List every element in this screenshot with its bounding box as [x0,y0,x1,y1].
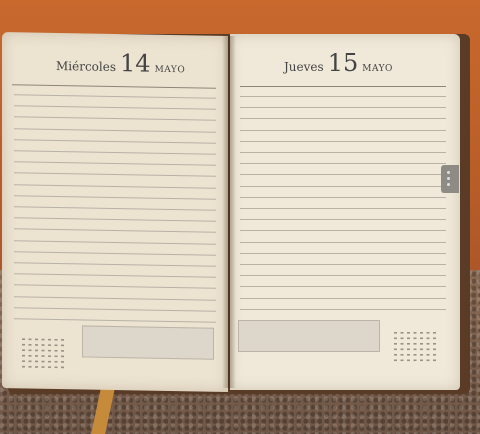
right-notes-box [238,320,380,352]
calendar-day-mark [420,354,423,356]
calendar-day-mark [394,338,397,340]
right-month: MAYO [362,64,393,74]
calendar-day-mark [42,361,45,363]
ruled-line [14,128,216,133]
calendar-day-mark [61,350,64,352]
calendar-day-mark [401,360,404,362]
calendar-day-mark [427,338,430,340]
ruled-line [240,264,446,265]
calendar-day-mark [420,349,423,351]
left-notes-box [82,325,214,359]
left-ruled-lines [14,94,216,358]
ruled-line [14,285,216,290]
calendar-day-mark [401,332,404,334]
calendar-day-mark [394,360,397,362]
calendar-day-mark [42,350,45,352]
tab-dot-icon [447,177,450,180]
calendar-day-mark [35,339,38,341]
calendar-day-mark [29,366,32,368]
right-day-name: Jueves [284,60,324,74]
calendar-day-mark [433,354,436,356]
calendar-day-mark [29,344,32,346]
calendar-day-mark [401,343,404,345]
calendar-day-mark [427,332,430,334]
calendar-day-mark [433,360,436,362]
left-mini-calendar [20,332,70,373]
ruled-line [240,230,446,231]
ruled-line [14,161,216,166]
calendar-day-mark [427,360,430,362]
calendar-day-mark [401,349,404,351]
calendar-day-mark [55,339,58,341]
calendar-day-mark [407,332,410,334]
calendar-day-mark [407,338,410,340]
calendar-day-mark [29,338,32,340]
calendar-day-mark [401,354,404,356]
calendar-day-mark [61,345,64,347]
ruled-line [14,184,216,189]
calendar-day-mark [42,344,45,346]
calendar-day-mark [55,350,58,352]
calendar-day-mark [414,338,417,340]
ruled-line [14,195,216,200]
calendar-day-mark [22,349,25,351]
ruled-line [14,117,216,122]
left-page [2,32,228,392]
calendar-day-mark [35,361,38,363]
ruled-line [14,206,216,211]
calendar-day-mark [42,366,45,368]
calendar-day-mark [29,349,32,351]
ruled-line [14,273,216,278]
ruled-line [14,229,216,234]
calendar-day-mark [22,360,25,362]
calendar-day-mark [22,338,25,340]
calendar-day-mark [414,343,417,345]
ruled-line [240,141,446,142]
ruled-line [14,240,216,245]
calendar-day-mark [42,355,45,357]
right-page [230,34,460,390]
calendar-day-mark [35,350,38,352]
calendar-day-mark [22,366,25,368]
ruled-line [14,296,216,301]
calendar-day-mark [55,361,58,363]
ruled-line [14,94,216,99]
calendar-day-mark [22,344,25,346]
tab-dot-icon [447,183,450,186]
ruled-line [240,130,446,131]
calendar-day-mark [35,355,38,357]
calendar-day-mark [394,349,397,351]
calendar-day-mark [407,360,410,362]
ruled-line [240,253,446,254]
left-header-rule [12,84,216,89]
ruled-line [14,262,216,267]
ruled-line [14,318,216,323]
ruled-line [240,163,446,164]
ruled-line [240,286,446,287]
calendar-day-mark [433,338,436,340]
ruled-line [240,118,446,119]
calendar-day-mark [29,355,32,357]
ruled-line [240,174,446,175]
calendar-day-mark [55,355,58,357]
page-index-tab[interactable] [441,165,459,193]
calendar-day-mark [48,350,51,352]
ruled-line [14,217,216,222]
calendar-day-mark [35,344,38,346]
ruled-line [14,307,216,312]
calendar-day-mark [29,360,32,362]
right-page-header [284,49,393,77]
tab-dot-icon [447,171,450,174]
calendar-day-mark [55,344,58,346]
calendar-day-mark [48,339,51,341]
ruled-line [240,219,446,220]
calendar-day-mark [61,367,64,369]
calendar-day-mark [61,361,64,363]
right-day-number: 15 [327,49,359,77]
left-page-header [56,49,186,78]
calendar-day-mark [61,339,64,341]
calendar-day-mark [61,356,64,358]
calendar-day-mark [420,343,423,345]
calendar-day-mark [35,366,38,368]
calendar-day-mark [420,360,423,362]
right-header-rule [240,86,446,87]
calendar-day-mark [407,349,410,351]
ruled-line [240,197,446,198]
left-mini-calendar-grid [20,332,70,373]
calendar-day-mark [48,344,51,346]
calendar-day-mark [433,343,436,345]
calendar-day-mark [433,332,436,334]
ruled-line [240,298,446,299]
right-ruled-lines [240,96,446,346]
calendar-day-mark [48,355,51,357]
calendar-day-mark [414,354,417,356]
calendar-day-mark [420,332,423,334]
ruled-line [240,96,446,97]
left-day-number: 14 [120,49,151,78]
calendar-day-mark [55,366,58,368]
ruled-line [14,173,216,178]
calendar-day-mark [407,343,410,345]
calendar-day-mark [414,349,417,351]
ruled-line [14,150,216,155]
calendar-day-mark [394,343,397,345]
ruled-line [240,208,446,209]
calendar-day-mark [42,339,45,341]
ruled-line [240,275,446,276]
right-mini-calendar-grid [392,326,442,366]
ruled-line [14,251,216,256]
ruled-line [14,139,216,144]
calendar-day-mark [22,355,25,357]
right-mini-calendar [392,326,442,366]
ruled-line [240,152,446,153]
book-gutter [222,36,236,388]
calendar-day-mark [48,361,51,363]
calendar-day-mark [427,349,430,351]
ruled-line [14,105,216,110]
left-day-name: Miércoles [56,58,117,75]
calendar-day-mark [414,360,417,362]
ruled-line [240,186,446,187]
calendar-day-mark [420,338,423,340]
calendar-day-mark [427,354,430,356]
calendar-day-mark [414,332,417,334]
calendar-day-mark [427,343,430,345]
calendar-day-mark [48,366,51,368]
calendar-day-mark [401,338,404,340]
left-month: MAYO [154,64,186,76]
calendar-day-mark [433,349,436,351]
ruled-line [240,107,446,108]
calendar-day-mark [394,354,397,356]
calendar-day-mark [394,332,397,334]
ruled-line [240,242,446,243]
ruled-line [240,309,446,310]
calendar-day-mark [407,354,410,356]
